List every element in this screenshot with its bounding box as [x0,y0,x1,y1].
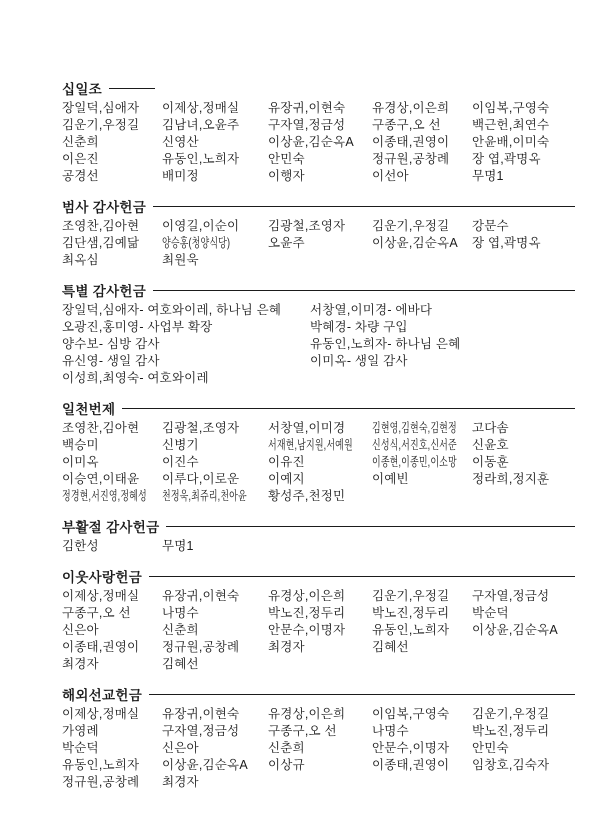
name-row [62,336,575,353]
name-cell: 김운기,우정길 [372,589,450,603]
name-cell: 장 엽,곽명옥 [472,236,541,250]
name-cell: 이임복,구영숙 [372,707,450,721]
name-cell: 이상윤,김순옥A [372,236,458,250]
name-cell: 가영례 [62,724,99,738]
name-row [62,134,575,151]
name-cell: 이제상,정매실 [62,707,140,721]
offering-sections [62,79,575,791]
section-general-thanksgiving [62,197,575,269]
section-title: 범사 감사헌금 [62,200,147,215]
name-cell: 안윤배,이미숙 [472,135,550,149]
section-rule [153,206,575,207]
section-header [62,399,575,417]
name-cell: 나명수 [372,724,409,738]
name-row [62,100,575,117]
name-cell: 김운기,우정길 [372,219,450,233]
name-cell: 유장귀,이현숙 [268,101,346,115]
section-overseas-mission [62,685,575,791]
name-cell: 유동인,노희자 [162,152,240,166]
name-cell: 이상윤,김순옥A [268,135,354,149]
name-cell: 서창열,이미경 [268,421,346,435]
name-row [62,774,575,791]
name-cell: 조영찬,김아현 [62,421,140,435]
name-cell: 백승미 [62,438,99,452]
name-cell: 장일덕,심애자- 여호와이레, 하나님 은혜 [62,303,282,317]
name-cell: 김한성 [62,539,99,553]
name-cell: 신은아 [162,741,199,755]
name-cell: 이승연,이태윤 [62,472,140,486]
name-cell: 이종태,권영이 [372,135,450,149]
name-cell: 박순덕 [472,606,509,620]
section-title: 해외선교헌금 [62,688,143,703]
name-row [62,538,575,555]
section-header [62,79,575,97]
name-row [62,488,575,505]
name-cell: 서재현,남지원,서예원 [268,438,353,452]
name-cell: 최원욱 [162,253,199,267]
name-cell: 구자열,정금성 [472,589,550,603]
name-cell: 서창열,이미경- 에바다 [310,303,433,317]
name-cell: 김혜선 [162,657,199,671]
name-cell: 이임복,구영숙 [472,101,550,115]
section-rule [122,408,575,409]
name-cell: 안문수,이명자 [268,623,346,637]
name-cell: 이상윤,김순옥A [162,758,248,772]
name-row [62,706,575,723]
name-cell: 유동인,노희자 [62,758,140,772]
name-cell: 이성희,최영숙- 여호와이레 [62,371,209,385]
name-cell: 김운기,우정길 [62,118,140,132]
name-cell: 신병기 [162,438,199,452]
name-cell: 신춘희 [62,135,99,149]
name-row [62,252,575,269]
name-cell: 장일덕,심애자 [62,101,140,115]
name-cell: 신은아 [62,623,99,637]
name-cell: 안민숙 [268,152,305,166]
name-cell: 안문수,이명자 [372,741,450,755]
name-cell: 이진수 [162,455,199,469]
name-cell: 김광철,조영자 [268,219,346,233]
section-rule [166,526,575,527]
name-cell: 이동훈 [472,455,509,469]
name-cell: 김광철,조영자 [162,421,240,435]
name-cell: 이영길,이순이 [162,219,240,233]
name-cell: 안민숙 [472,741,509,755]
name-cell: 양수보- 심방 감사 [62,337,160,351]
name-cell: 이유진 [268,455,305,469]
section-rule [149,576,575,577]
name-cell: 이미옥 [62,455,99,469]
name-cell: 박노진,정두리 [472,724,550,738]
name-cell: 유장귀,이현숙 [162,589,240,603]
name-row [62,302,575,319]
name-cell: 유경상,이은희 [268,589,346,603]
name-cell: 박노진,정두리 [372,606,450,620]
name-row [62,151,575,168]
name-row [62,168,575,185]
name-cell: 나명수 [162,606,199,620]
name-cell: 오윤주 [268,236,305,250]
name-cell: 이종태,권영이 [372,758,450,772]
section-rule [149,694,575,695]
name-row [62,420,575,437]
name-cell: 이종현,이종민,이소망 [372,455,457,469]
name-cell: 장 엽,곽명옥 [472,152,541,166]
section-header [62,197,575,215]
name-row [62,437,575,454]
name-cell: 배미정 [162,169,199,183]
name-cell: 이종태,권영이 [62,640,140,654]
section-neighbor-love [62,567,575,673]
name-cell: 이행자 [268,169,305,183]
name-cell: 고다솜 [472,421,509,435]
name-cell: 유신영- 생일 감사 [62,354,160,368]
name-cell: 강문수 [472,219,509,233]
name-cell: 김남녀,오윤주 [162,118,240,132]
section-title: 십일조 [62,82,103,97]
section-tithe [62,79,575,185]
name-cell: 유동인,노희자 [372,623,450,637]
section-rule [109,88,155,89]
name-cell: 김운기,우정길 [472,707,550,721]
name-row [62,639,575,656]
section-title: 이웃사랑헌금 [62,570,143,585]
name-row [62,235,575,252]
name-cell: 황성주,천정민 [268,489,346,503]
name-cell: 박순덕 [62,741,99,755]
name-cell: 무명1 [162,539,194,553]
name-cell: 천정욱,최쥬리,천아윤 [162,489,247,503]
name-cell: 이은진 [62,152,99,166]
name-cell: 무명1 [472,169,504,183]
name-row [62,588,575,605]
name-cell: 유경상,이은희 [268,707,346,721]
name-row [62,117,575,134]
name-row [62,353,575,370]
name-cell: 유동인,노희자- 하나님 은혜 [310,337,461,351]
name-cell: 최경자 [62,657,99,671]
name-cell: 이상윤,김순옥A [472,623,558,637]
name-row [62,605,575,622]
section-special-thanksgiving [62,281,575,387]
name-row [62,656,575,673]
name-cell: 구종구,오 선 [268,724,337,738]
name-cell: 이예빈 [372,472,409,486]
name-cell: 이제상,정매실 [62,589,140,603]
name-row [62,740,575,757]
name-cell: 이루다,이로운 [162,472,240,486]
name-cell: 김혜선 [372,640,409,654]
name-cell: 신춘희 [162,623,199,637]
name-row [62,319,575,336]
name-cell: 정경현,서진영,정혜성 [62,489,147,503]
name-cell: 이상규 [268,758,305,772]
name-row [62,757,575,774]
section-header [62,685,575,703]
section-thousand-offering [62,399,575,505]
name-cell: 신영산 [162,135,199,149]
name-cell: 구종구,오 선 [62,606,131,620]
name-cell: 정규원,공창례 [62,775,140,789]
name-cell: 구종구,오 선 [372,118,441,132]
name-cell: 양승홍(청양식당) [162,236,231,250]
name-cell: 정라희,정지훈 [472,472,550,486]
name-cell: 백근헌,최연수 [472,118,550,132]
name-cell: 조영찬,김아현 [62,219,140,233]
name-cell: 박혜경- 차량 구입 [310,320,408,334]
name-cell: 이제상,정매실 [162,101,240,115]
section-title: 특별 감사헌금 [62,284,147,299]
name-row [62,454,575,471]
section-header [62,517,575,535]
name-cell: 구자열,정금성 [268,118,346,132]
section-title: 부활절 감사헌금 [62,520,160,535]
section-rule [153,290,575,291]
name-cell: 유장귀,이현숙 [162,707,240,721]
name-cell: 정규원,공창례 [162,640,240,654]
name-cell: 김단샘,김예닮 [62,236,140,250]
name-cell: 최경자 [268,640,305,654]
name-cell: 신성식,서진호,신서준 [372,438,457,452]
section-title: 일천번제 [62,402,116,417]
section-header [62,281,575,299]
name-cell: 오광진,홍미영- 사업부 확장 [62,320,213,334]
name-cell: 최옥심 [62,253,99,267]
name-row [62,471,575,488]
name-cell: 이미옥- 생일 감사 [310,354,408,368]
name-row [62,218,575,235]
name-cell: 신춘희 [268,741,305,755]
name-cell: 김현영,김현숙,김현정 [372,421,457,435]
name-row [62,622,575,639]
name-cell: 유경상,이은희 [372,101,450,115]
name-cell: 정규원,공창례 [372,152,450,166]
name-cell: 구자열,정금성 [162,724,240,738]
name-row [62,723,575,740]
name-cell: 박노진,정두리 [268,606,346,620]
section-easter-thanksgiving [62,517,575,555]
name-row [62,370,575,387]
name-cell: 이선아 [372,169,409,183]
name-cell: 신윤호 [472,438,509,452]
name-cell: 공경선 [62,169,99,183]
section-header [62,567,575,585]
name-cell: 이예지 [268,472,305,486]
name-cell: 최경자 [162,775,199,789]
name-cell: 임창호,김숙자 [472,758,550,772]
